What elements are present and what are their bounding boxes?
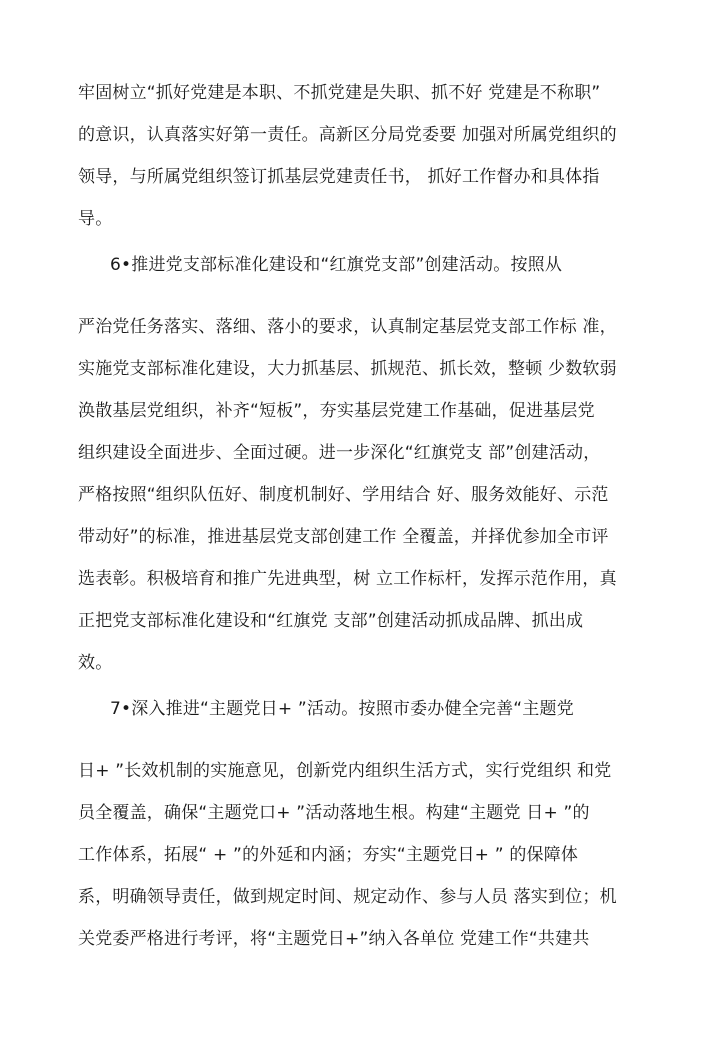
text-line: 系，明确领导责任，做到规定时间、规定动作、参与人员 落实到位；机 bbox=[78, 887, 617, 907]
section-heading: 6•推进党支部标准化建设和“红旗党支部”创建活动。按照从 bbox=[110, 255, 563, 275]
text-line: 日+ ”长效机制的实施意见，创新党内组织生活方式，实行党组织 和党 bbox=[78, 761, 612, 781]
text-line: 涣散基层党组织，补齐“短板”，夯实基层党建工作基础，促进基层党 bbox=[78, 401, 595, 421]
text-line: 领导，与所属党组织签订抓基层党建责任书， 抓好工作督办和具体指 bbox=[78, 167, 600, 187]
text-line: 牢固树立“抓好党建是本职、不抓党建是失职、抓不好 党建是不称职” bbox=[78, 83, 601, 103]
text-line: 工作体系，拓展“ + ”的外延和内涵；夯实“主题党日+ ” 的保障体 bbox=[78, 845, 579, 865]
section-heading: 7•深入推进“主题党日+ ”活动。按照市委办健全完善“主题党 bbox=[110, 699, 574, 719]
text-line: 效。 bbox=[78, 653, 113, 673]
text-line: 导。 bbox=[78, 209, 113, 229]
text-line: 的意识，认真落实好第一责任。高新区分局党委要 加强对所属党组织的 bbox=[78, 125, 617, 145]
text-line: 实施党支部标准化建设，大力抓基层、抓规范、抓长效，整顿 少数软弱 bbox=[78, 359, 617, 379]
text-line: 员全覆盖，确保“主题党口+ ”活动落地生根。构建“主题党 日+ ”的 bbox=[78, 803, 590, 823]
text-line: 关党委严格进行考评，将“主题党日+”纳入各单位 党建工作“共建共 bbox=[78, 929, 590, 949]
text-line: 组织建设全面进步、全面过硬。进一步深化“红旗党支 部”创建活动， bbox=[78, 443, 601, 463]
text-line: 正把党支部标准化建设和“红旗党 支部”创建活动抓成品牌、抓出成 bbox=[78, 611, 584, 631]
text-line: 带动好”的标准，推进基层党支部创建工作 全覆盖，并择优参加全市评 bbox=[78, 527, 609, 547]
text-line: 严治党任务落实、落细、落小的要求，认真制定基层党支部工作标 准， bbox=[78, 317, 617, 337]
text-line: 严格按照“组织队伍好、制度机制好、学用结合 好、服务效能好、示范 bbox=[78, 485, 609, 505]
text-line: 选表彰。积极培育和推广先进典型，树 立工作标杆，发挥示范作用，真 bbox=[78, 569, 617, 589]
